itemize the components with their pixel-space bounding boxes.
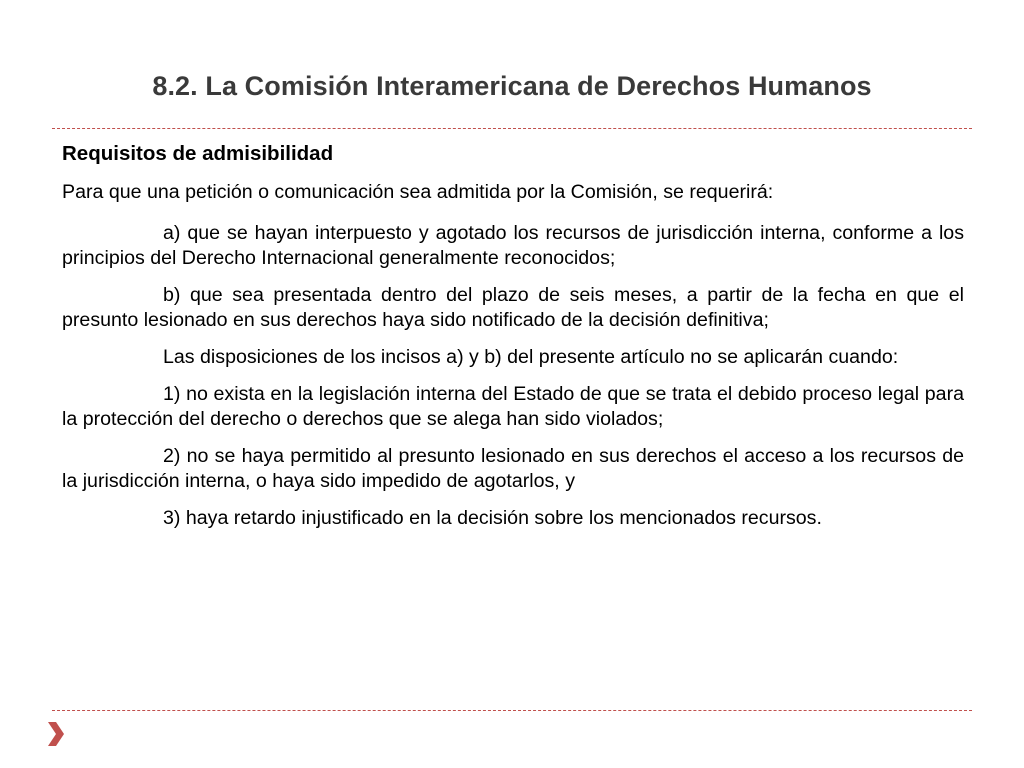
intro-paragraph: Para que una petición o comunicación sea admitida por la Comisión, se requerirá: xyxy=(62,181,774,203)
slide-body xyxy=(62,141,964,543)
section-heading: Requisitos de admisibilidad xyxy=(62,142,334,165)
paragraph-2: 2) no se haya permitido al presunto lesionado en sus derechos el acceso a los recursos de la jurisdicción interna, o haya sido impedido de agotarlos, y xyxy=(62,445,964,492)
bottom-divider xyxy=(52,710,972,711)
paragraph-1: 1) no exista en la legislación interna del Estado de que se trata el debido proceso legal para la protección del derecho o derechos que se alega han sido violados; xyxy=(62,383,964,430)
paragraph-3: 3) haya retardo injustificado en la decisión sobre los mencionados recursos. xyxy=(163,507,822,529)
chevron-corner-icon xyxy=(48,718,64,750)
paragraph-a: a) que se hayan interpuesto y agotado los recursos de jurisdicción interna, conforme a los principios del Derecho Internacional generalmente reconocidos; xyxy=(62,222,964,269)
page-title: 8.2. La Comisión Interamericana de Derechos Humanos xyxy=(152,71,872,101)
paragraph-b: b) que sea presentada dentro del plazo de seis meses, a partir de la fecha en que el presunto lesionado en sus derechos haya sido notificado de la decisión definitiva; xyxy=(62,284,964,331)
paragraph-exceptions: Las disposiciones de los incisos a) y b) del presente artículo no se aplicarán cuando: xyxy=(163,346,899,368)
top-divider xyxy=(52,128,972,129)
